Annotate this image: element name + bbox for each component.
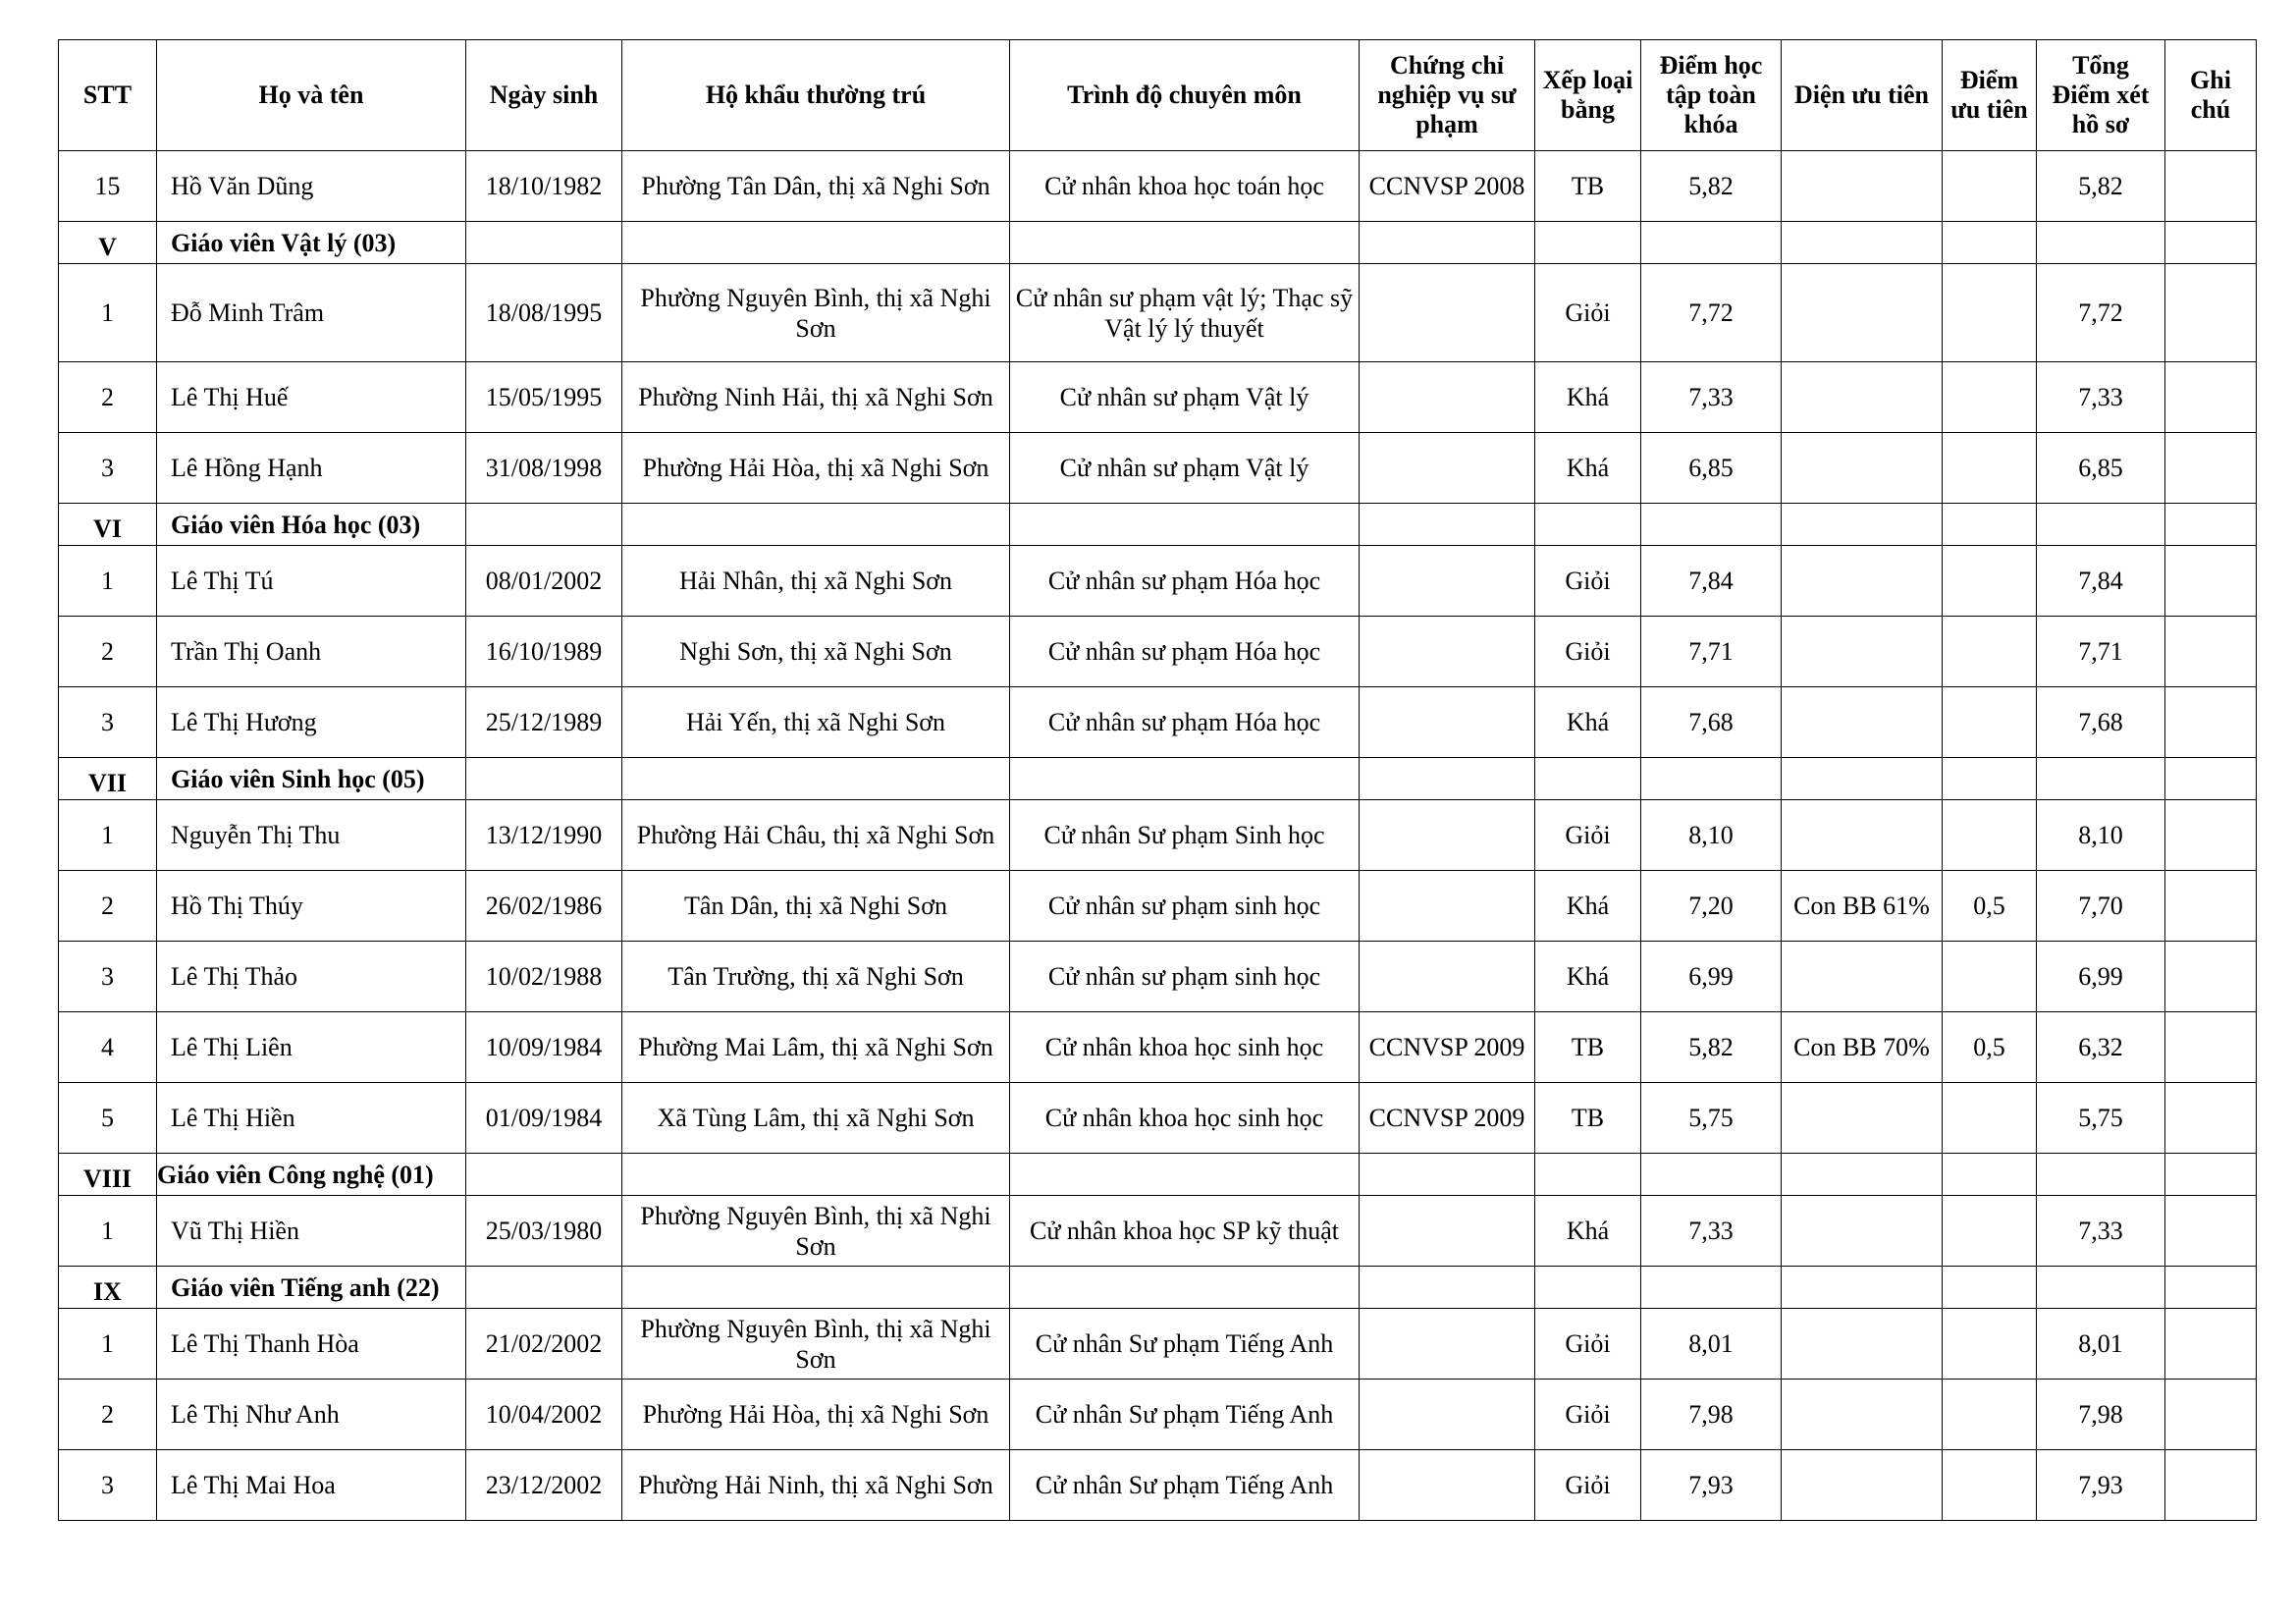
cell-name: Lê Thị Hiền — [157, 1083, 466, 1154]
cell-note — [2165, 433, 2257, 504]
cell-dob: 18/10/1982 — [466, 151, 622, 222]
cell-note — [2165, 264, 2257, 362]
header-certificate: Chứng chỉ nghiệp vụ sư phạm — [1360, 40, 1535, 151]
cell-priority-group — [1782, 546, 1943, 617]
cell-priority-group — [1782, 617, 1943, 687]
cell-name: Lê Thị Liên — [157, 1012, 466, 1083]
cell-total: 6,99 — [2037, 942, 2165, 1012]
cell-priority-group — [1782, 264, 1943, 362]
section-title: Giáo viên Sinh học (05) — [157, 758, 466, 800]
cell-qualification: Cử nhân sư phạm Hóa học — [1010, 617, 1360, 687]
cell-rank: Khá — [1535, 687, 1641, 758]
section-header-row — [59, 222, 2257, 264]
cell-qualification: Cử nhân Sư phạm Sinh học — [1010, 800, 1360, 871]
cell-total: 8,10 — [2037, 800, 2165, 871]
empty-cell — [1782, 1154, 1943, 1196]
cell-priority-group — [1782, 1196, 1943, 1267]
cell-priority-points — [1943, 942, 2037, 1012]
table-row — [59, 942, 2257, 1012]
cell-stt: 3 — [59, 687, 157, 758]
cell-priority-points — [1943, 1309, 2037, 1380]
empty-cell — [2165, 504, 2257, 546]
cell-priority-group — [1782, 151, 1943, 222]
cell-dob: 15/05/1995 — [466, 362, 622, 433]
cell-qualification: Cử nhân sư phạm vật lý; Thạc sỹ Vật lý lý thuyết — [1010, 264, 1360, 362]
cell-dob: 31/08/1998 — [466, 433, 622, 504]
cell-total: 5,82 — [2037, 151, 2165, 222]
empty-cell — [622, 1267, 1010, 1309]
cell-name: Hồ Thị Thúy — [157, 871, 466, 942]
cell-stt: 4 — [59, 1012, 157, 1083]
cell-address: Phường Hải Hòa, thị xã Nghi Sơn — [622, 1380, 1010, 1450]
empty-cell — [1010, 1154, 1360, 1196]
empty-cell — [2037, 504, 2165, 546]
cell-rank: TB — [1535, 151, 1641, 222]
cell-note — [2165, 151, 2257, 222]
cell-stt: 1 — [59, 1196, 157, 1267]
table-row — [59, 1012, 2257, 1083]
section-header-row — [59, 758, 2257, 800]
cell-priority-group — [1782, 942, 1943, 1012]
empty-cell — [1010, 758, 1360, 800]
section-title: Giáo viên Vật lý (03) — [157, 222, 466, 264]
cell-dob: 01/09/1984 — [466, 1083, 622, 1154]
cell-note — [2165, 800, 2257, 871]
table-row — [59, 264, 2257, 362]
empty-cell — [1360, 758, 1535, 800]
empty-cell — [1535, 758, 1641, 800]
cell-stt: 2 — [59, 362, 157, 433]
cell-rank: Giỏi — [1535, 617, 1641, 687]
cell-score: 7,93 — [1641, 1450, 1782, 1521]
section-roman: VI — [59, 504, 157, 546]
cell-priority-points — [1943, 264, 2037, 362]
cell-certificate — [1360, 617, 1535, 687]
cell-note — [2165, 1309, 2257, 1380]
header-priority-points: Điểm ưu tiên — [1943, 40, 2037, 151]
cell-certificate — [1360, 942, 1535, 1012]
empty-cell — [1943, 1267, 2037, 1309]
cell-rank: Giỏi — [1535, 264, 1641, 362]
cell-dob: 25/03/1980 — [466, 1196, 622, 1267]
cell-note — [2165, 871, 2257, 942]
cell-priority-points — [1943, 151, 2037, 222]
candidate-score-table — [58, 39, 2257, 1521]
empty-cell — [2165, 1267, 2257, 1309]
table-row — [59, 151, 2257, 222]
cell-name: Đỗ Minh Trâm — [157, 264, 466, 362]
cell-qualification: Cử nhân sư phạm sinh học — [1010, 871, 1360, 942]
cell-priority-group: Con BB 70% — [1782, 1012, 1943, 1083]
header-note: Ghi chú — [2165, 40, 2257, 151]
cell-rank: Khá — [1535, 433, 1641, 504]
empty-cell — [466, 504, 622, 546]
cell-address: Phường Hải Ninh, thị xã Nghi Sơn — [622, 1450, 1010, 1521]
cell-total: 7,93 — [2037, 1450, 2165, 1521]
cell-total: 7,98 — [2037, 1380, 2165, 1450]
cell-score: 7,72 — [1641, 264, 1782, 362]
cell-name: Trần Thị Oanh — [157, 617, 466, 687]
cell-priority-group — [1782, 1083, 1943, 1154]
cell-address: Phường Hải Châu, thị xã Nghi Sơn — [622, 800, 1010, 871]
cell-stt: 5 — [59, 1083, 157, 1154]
cell-address: Tân Dân, thị xã Nghi Sơn — [622, 871, 1010, 942]
empty-cell — [1641, 1267, 1782, 1309]
cell-qualification: Cử nhân khoa học sinh học — [1010, 1012, 1360, 1083]
table-row — [59, 1196, 2257, 1267]
cell-rank: Khá — [1535, 942, 1641, 1012]
cell-qualification: Cử nhân sư phạm sinh học — [1010, 942, 1360, 1012]
cell-priority-group: Con BB 61% — [1782, 871, 1943, 942]
empty-cell — [1360, 504, 1535, 546]
table-header-row — [59, 40, 2257, 151]
cell-score: 7,33 — [1641, 1196, 1782, 1267]
cell-rank: Khá — [1535, 1196, 1641, 1267]
cell-name: Lê Thị Hương — [157, 687, 466, 758]
cell-total: 7,70 — [2037, 871, 2165, 942]
cell-address: Phường Nguyên Bình, thị xã Nghi Sơn — [622, 1309, 1010, 1380]
empty-cell — [1641, 504, 1782, 546]
cell-qualification: Cử nhân sư phạm Vật lý — [1010, 433, 1360, 504]
cell-priority-points — [1943, 1196, 2037, 1267]
cell-certificate — [1360, 687, 1535, 758]
section-title: Giáo viên Tiếng anh (22) — [157, 1267, 466, 1309]
cell-total: 6,32 — [2037, 1012, 2165, 1083]
section-roman: V — [59, 222, 157, 264]
cell-total: 7,71 — [2037, 617, 2165, 687]
cell-score: 7,71 — [1641, 617, 1782, 687]
cell-rank: TB — [1535, 1012, 1641, 1083]
table-row — [59, 1380, 2257, 1450]
cell-priority-group — [1782, 362, 1943, 433]
empty-cell — [2037, 1267, 2165, 1309]
cell-total: 7,33 — [2037, 362, 2165, 433]
cell-priority-points — [1943, 1450, 2037, 1521]
cell-name: Vũ Thị Hiền — [157, 1196, 466, 1267]
cell-priority-group — [1782, 800, 1943, 871]
empty-cell — [466, 1267, 622, 1309]
cell-certificate: CCNVSP 2009 — [1360, 1083, 1535, 1154]
empty-cell — [1535, 1154, 1641, 1196]
cell-rank: Khá — [1535, 362, 1641, 433]
cell-rank: Giỏi — [1535, 800, 1641, 871]
table-row — [59, 1083, 2257, 1154]
empty-cell — [1943, 504, 2037, 546]
cell-note — [2165, 1450, 2257, 1521]
cell-stt: 2 — [59, 871, 157, 942]
cell-stt: 2 — [59, 1380, 157, 1450]
header-address: Hộ khẩu thường trú — [622, 40, 1010, 151]
cell-total: 7,84 — [2037, 546, 2165, 617]
cell-score: 7,98 — [1641, 1380, 1782, 1450]
cell-address: Phường Tân Dân, thị xã Nghi Sơn — [622, 151, 1010, 222]
header-name: Họ và tên — [157, 40, 466, 151]
cell-note — [2165, 1196, 2257, 1267]
empty-cell — [2165, 222, 2257, 264]
cell-priority-group — [1782, 1309, 1943, 1380]
cell-stt: 15 — [59, 151, 157, 222]
cell-note — [2165, 546, 2257, 617]
empty-cell — [1943, 1154, 2037, 1196]
cell-priority-points — [1943, 687, 2037, 758]
cell-qualification: Cử nhân khoa học sinh học — [1010, 1083, 1360, 1154]
cell-name: Lê Thị Huế — [157, 362, 466, 433]
cell-address: Phường Hải Hòa, thị xã Nghi Sơn — [622, 433, 1010, 504]
cell-dob: 18/08/1995 — [466, 264, 622, 362]
cell-note — [2165, 1012, 2257, 1083]
cell-score: 6,85 — [1641, 433, 1782, 504]
table-row — [59, 433, 2257, 504]
section-roman: IX — [59, 1267, 157, 1309]
header-score: Điểm học tập toàn khóa — [1641, 40, 1782, 151]
cell-certificate — [1360, 264, 1535, 362]
cell-address: Phường Ninh Hải, thị xã Nghi Sơn — [622, 362, 1010, 433]
cell-certificate — [1360, 1196, 1535, 1267]
cell-score: 8,10 — [1641, 800, 1782, 871]
cell-total: 6,85 — [2037, 433, 2165, 504]
empty-cell — [466, 222, 622, 264]
header-total: Tổng Điểm xét hồ sơ — [2037, 40, 2165, 151]
cell-note — [2165, 617, 2257, 687]
section-roman: VII — [59, 758, 157, 800]
cell-stt: 2 — [59, 617, 157, 687]
cell-note — [2165, 942, 2257, 1012]
cell-priority-group — [1782, 433, 1943, 504]
cell-stt: 1 — [59, 1309, 157, 1380]
cell-certificate — [1360, 546, 1535, 617]
cell-address: Hải Yến, thị xã Nghi Sơn — [622, 687, 1010, 758]
cell-stt: 1 — [59, 264, 157, 362]
cell-total: 7,33 — [2037, 1196, 2165, 1267]
empty-cell — [466, 1154, 622, 1196]
cell-priority-points: 0,5 — [1943, 871, 2037, 942]
table-row — [59, 687, 2257, 758]
table-row — [59, 362, 2257, 433]
cell-score: 5,75 — [1641, 1083, 1782, 1154]
cell-score: 8,01 — [1641, 1309, 1782, 1380]
empty-cell — [1535, 1267, 1641, 1309]
cell-priority-points — [1943, 433, 2037, 504]
header-dob: Ngày sinh — [466, 40, 622, 151]
section-title: Giáo viên Hóa học (03) — [157, 504, 466, 546]
cell-dob: 13/12/1990 — [466, 800, 622, 871]
empty-cell — [622, 1154, 1010, 1196]
section-roman: VIII — [59, 1154, 157, 1196]
empty-cell — [1782, 222, 1943, 264]
cell-priority-points — [1943, 1083, 2037, 1154]
cell-dob: 21/02/2002 — [466, 1309, 622, 1380]
empty-cell — [1782, 758, 1943, 800]
empty-cell — [2165, 758, 2257, 800]
cell-certificate — [1360, 1380, 1535, 1450]
cell-score: 7,68 — [1641, 687, 1782, 758]
cell-note — [2165, 1083, 2257, 1154]
cell-address: Xã Tùng Lâm, thị xã Nghi Sơn — [622, 1083, 1010, 1154]
cell-priority-points — [1943, 617, 2037, 687]
empty-cell — [1943, 758, 2037, 800]
cell-address: Tân Trường, thị xã Nghi Sơn — [622, 942, 1010, 1012]
empty-cell — [1782, 1267, 1943, 1309]
header-stt: STT — [59, 40, 157, 151]
cell-dob: 10/04/2002 — [466, 1380, 622, 1450]
cell-qualification: Cử nhân sư phạm Hóa học — [1010, 546, 1360, 617]
cell-name: Hồ Văn Dũng — [157, 151, 466, 222]
cell-priority-group — [1782, 687, 1943, 758]
cell-stt: 3 — [59, 433, 157, 504]
cell-qualification: Cử nhân sư phạm Vật lý — [1010, 362, 1360, 433]
cell-name: Lê Thị Tú — [157, 546, 466, 617]
cell-certificate — [1360, 871, 1535, 942]
empty-cell — [1010, 222, 1360, 264]
empty-cell — [1010, 1267, 1360, 1309]
cell-name: Lê Thị Thanh Hòa — [157, 1309, 466, 1380]
cell-certificate: CCNVSP 2008 — [1360, 151, 1535, 222]
table-row — [59, 1450, 2257, 1521]
empty-cell — [1641, 758, 1782, 800]
cell-name: Lê Thị Thảo — [157, 942, 466, 1012]
cell-dob: 10/09/1984 — [466, 1012, 622, 1083]
header-rank: Xếp loại bằng — [1535, 40, 1641, 151]
cell-priority-points: 0,5 — [1943, 1012, 2037, 1083]
cell-qualification: Cử nhân Sư phạm Tiếng Anh — [1010, 1380, 1360, 1450]
cell-qualification: Cử nhân khoa học toán học — [1010, 151, 1360, 222]
empty-cell — [2165, 1154, 2257, 1196]
cell-note — [2165, 687, 2257, 758]
cell-certificate — [1360, 433, 1535, 504]
empty-cell — [466, 758, 622, 800]
empty-cell — [1360, 222, 1535, 264]
cell-stt: 3 — [59, 942, 157, 1012]
cell-note — [2165, 1380, 2257, 1450]
table-row — [59, 800, 2257, 871]
table-row — [59, 1309, 2257, 1380]
table-row — [59, 871, 2257, 942]
header-priority-group: Diện ưu tiên — [1782, 40, 1943, 151]
header-qualification: Trình độ chuyên môn — [1010, 40, 1360, 151]
cell-score: 7,84 — [1641, 546, 1782, 617]
cell-certificate — [1360, 362, 1535, 433]
empty-cell — [1535, 504, 1641, 546]
cell-address: Phường Nguyên Bình, thị xã Nghi Sơn — [622, 1196, 1010, 1267]
cell-address: Phường Nguyên Bình, thị xã Nghi Sơn — [622, 264, 1010, 362]
table-body — [59, 151, 2257, 1521]
cell-score: 7,33 — [1641, 362, 1782, 433]
cell-stt: 3 — [59, 1450, 157, 1521]
section-title: Giáo viên Công nghệ (01) — [157, 1154, 466, 1196]
cell-priority-points — [1943, 800, 2037, 871]
cell-rank: Giỏi — [1535, 546, 1641, 617]
cell-score: 6,99 — [1641, 942, 1782, 1012]
cell-name: Lê Hồng Hạnh — [157, 433, 466, 504]
empty-cell — [622, 504, 1010, 546]
cell-qualification: Cử nhân khoa học SP kỹ thuật — [1010, 1196, 1360, 1267]
empty-cell — [1535, 222, 1641, 264]
empty-cell — [622, 222, 1010, 264]
cell-address: Phường Mai Lâm, thị xã Nghi Sơn — [622, 1012, 1010, 1083]
section-header-row — [59, 1267, 2257, 1309]
cell-certificate — [1360, 1450, 1535, 1521]
cell-rank: Khá — [1535, 871, 1641, 942]
cell-name: Nguyễn Thị Thu — [157, 800, 466, 871]
empty-cell — [2037, 222, 2165, 264]
cell-qualification: Cử nhân Sư phạm Tiếng Anh — [1010, 1309, 1360, 1380]
cell-score: 7,20 — [1641, 871, 1782, 942]
cell-rank: Giỏi — [1535, 1309, 1641, 1380]
cell-stt: 1 — [59, 546, 157, 617]
section-header-row — [59, 1154, 2257, 1196]
cell-priority-points — [1943, 1380, 2037, 1450]
cell-rank: Giỏi — [1535, 1380, 1641, 1450]
cell-score: 5,82 — [1641, 151, 1782, 222]
cell-dob: 26/02/1986 — [466, 871, 622, 942]
cell-certificate: CCNVSP 2009 — [1360, 1012, 1535, 1083]
cell-priority-points — [1943, 362, 2037, 433]
cell-dob: 10/02/1988 — [466, 942, 622, 1012]
cell-stt: 1 — [59, 800, 157, 871]
empty-cell — [1641, 1154, 1782, 1196]
cell-name: Lê Thị Như Anh — [157, 1380, 466, 1450]
empty-cell — [1360, 1267, 1535, 1309]
cell-certificate — [1360, 1309, 1535, 1380]
cell-name: Lê Thị Mai Hoa — [157, 1450, 466, 1521]
cell-dob: 16/10/1989 — [466, 617, 622, 687]
empty-cell — [2037, 1154, 2165, 1196]
cell-total: 5,75 — [2037, 1083, 2165, 1154]
cell-dob: 23/12/2002 — [466, 1450, 622, 1521]
cell-total: 8,01 — [2037, 1309, 2165, 1380]
cell-priority-group — [1782, 1380, 1943, 1450]
cell-priority-points — [1943, 546, 2037, 617]
cell-dob: 25/12/1989 — [466, 687, 622, 758]
empty-cell — [1782, 504, 1943, 546]
cell-certificate — [1360, 800, 1535, 871]
cell-note — [2165, 362, 2257, 433]
empty-cell — [1641, 222, 1782, 264]
cell-rank: TB — [1535, 1083, 1641, 1154]
cell-address: Nghi Sơn, thị xã Nghi Sơn — [622, 617, 1010, 687]
empty-cell — [1943, 222, 2037, 264]
cell-address: Hải Nhân, thị xã Nghi Sơn — [622, 546, 1010, 617]
cell-total: 7,68 — [2037, 687, 2165, 758]
empty-cell — [2037, 758, 2165, 800]
cell-rank: Giỏi — [1535, 1450, 1641, 1521]
cell-score: 5,82 — [1641, 1012, 1782, 1083]
table-row — [59, 617, 2257, 687]
empty-cell — [1360, 1154, 1535, 1196]
section-header-row — [59, 504, 2257, 546]
cell-priority-group — [1782, 1450, 1943, 1521]
empty-cell — [1010, 504, 1360, 546]
cell-qualification: Cử nhân Sư phạm Tiếng Anh — [1010, 1450, 1360, 1521]
empty-cell — [622, 758, 1010, 800]
table-row — [59, 546, 2257, 617]
cell-total: 7,72 — [2037, 264, 2165, 362]
cell-qualification: Cử nhân sư phạm Hóa học — [1010, 687, 1360, 758]
cell-dob: 08/01/2002 — [466, 546, 622, 617]
